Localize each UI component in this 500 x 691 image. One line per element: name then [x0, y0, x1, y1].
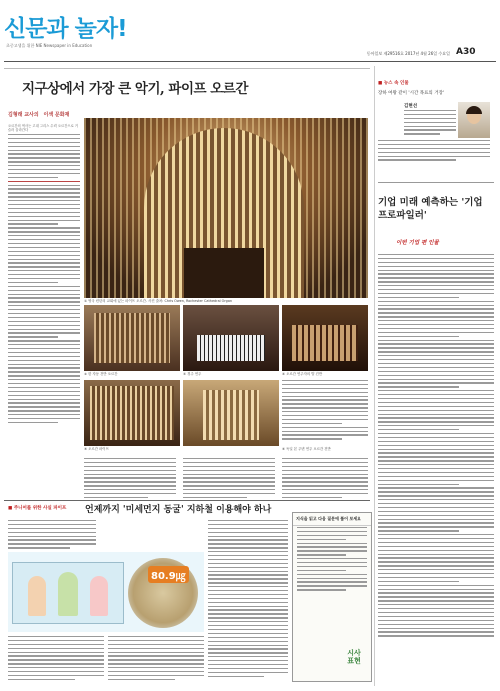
organ-photo-main — [84, 118, 368, 298]
organ-photo-4 — [282, 305, 368, 371]
organ-photo-5 — [84, 380, 180, 446]
sidebar-divider — [374, 66, 375, 686]
subway-illustration — [8, 552, 204, 632]
second-kicker-text: 주니어를 위한 사실 파이프 — [13, 506, 67, 511]
second-headline: 언제까지 '미세먼지 동굴' 지하철 이용해야 하나 — [85, 505, 272, 515]
organ-console — [184, 248, 264, 298]
sidebar-label-text: 뉴스 속 인물 — [383, 81, 409, 86]
organ-photo-3 — [183, 305, 279, 371]
caption-5: ⑤ 오르간 파이프 — [84, 447, 109, 451]
person-photo — [458, 102, 490, 138]
caption-1: ① 영국 런던의 교회에 있는 파이프 오르간. 사진 출처: Chris Owen, Rochester Cathedral Organ — [84, 299, 233, 303]
second-article-body-col3 — [108, 636, 204, 683]
main-article-body-col1 — [8, 134, 80, 426]
passenger-2 — [58, 572, 78, 616]
main-body-first-line: 오르간의 역사는 고대 그리스 수력 오르간으로 거슬러 올라간다 — [8, 124, 78, 132]
page-number: A30 — [456, 47, 476, 57]
second-article-body-col4 — [208, 520, 288, 680]
quiz-title: 지식을 읽고 다음 질문에 풀어 보세요 — [293, 513, 371, 526]
sidebar-headline: 장하 여왕 같이 '시간 목표의 거장' — [378, 91, 445, 96]
second-article-body-col2 — [8, 636, 104, 683]
sidebar-bio — [404, 110, 456, 137]
caption-2: ② 한 자동 건반 오르간 — [84, 372, 118, 376]
column-body — [378, 254, 494, 639]
person-hair — [466, 106, 482, 114]
second-article-body-col1 — [8, 520, 96, 551]
series-label: 이색 문화재 — [43, 112, 70, 118]
person-name: 김현선 — [404, 104, 418, 109]
kicker-bullet: ■ — [8, 506, 14, 511]
section-divider — [4, 500, 370, 501]
main-article-body-col2 — [282, 380, 368, 442]
organ-photo-6 — [183, 380, 279, 446]
main-article-body-col3 — [84, 458, 176, 501]
sidebar-label — [378, 80, 409, 86]
masthead-rule — [4, 61, 496, 62]
caption-4: ④ 오르간 연주자의 발 건반 — [282, 372, 323, 376]
column-rule — [378, 182, 494, 183]
passenger-1 — [28, 576, 46, 616]
quiz-badge-line1: 시사 — [347, 649, 361, 657]
column-subtitle: 이번 기업 편 인물 — [396, 240, 439, 246]
pm-value-badge: 80.9㎍ — [148, 566, 189, 583]
date-line: 동아일보 제29516호 2017년 4월 26일 수요일 — [366, 51, 450, 56]
passenger-3 — [90, 576, 108, 616]
masthead-title-text: 신문과 놀자! — [4, 16, 127, 42]
masthead-tagline: 초중고생을 위한 NIE Newspaper in Education — [6, 43, 93, 48]
main-headline-rule — [4, 68, 370, 69]
organ-photo-2 — [84, 305, 180, 371]
masthead-title — [4, 10, 127, 43]
quiz-body — [297, 527, 367, 593]
main-article-body-col5 — [282, 458, 368, 501]
quiz-box — [292, 512, 372, 682]
caption-3: ③ 경주 연주 — [183, 372, 202, 376]
sidebar-bio-cont — [378, 140, 490, 163]
main-article-body-col4 — [183, 458, 275, 501]
author-line — [8, 111, 69, 118]
column-title: 기업 미래 예측하는 '기업 프로파일러' — [378, 197, 483, 221]
second-kicker — [8, 505, 66, 511]
quiz-badge — [341, 649, 367, 665]
quiz-badge-line2: 표현 — [347, 657, 361, 665]
caption-6: ⑥ 독일 본 주변 연주 오르간 건반 — [282, 447, 331, 451]
main-headline: 지구상에서 가장 큰 악기, 파이프 오르간 — [22, 81, 248, 97]
sidebar-bullet: ■ — [378, 81, 384, 86]
author-name: 김형래 교사의 — [8, 112, 39, 118]
